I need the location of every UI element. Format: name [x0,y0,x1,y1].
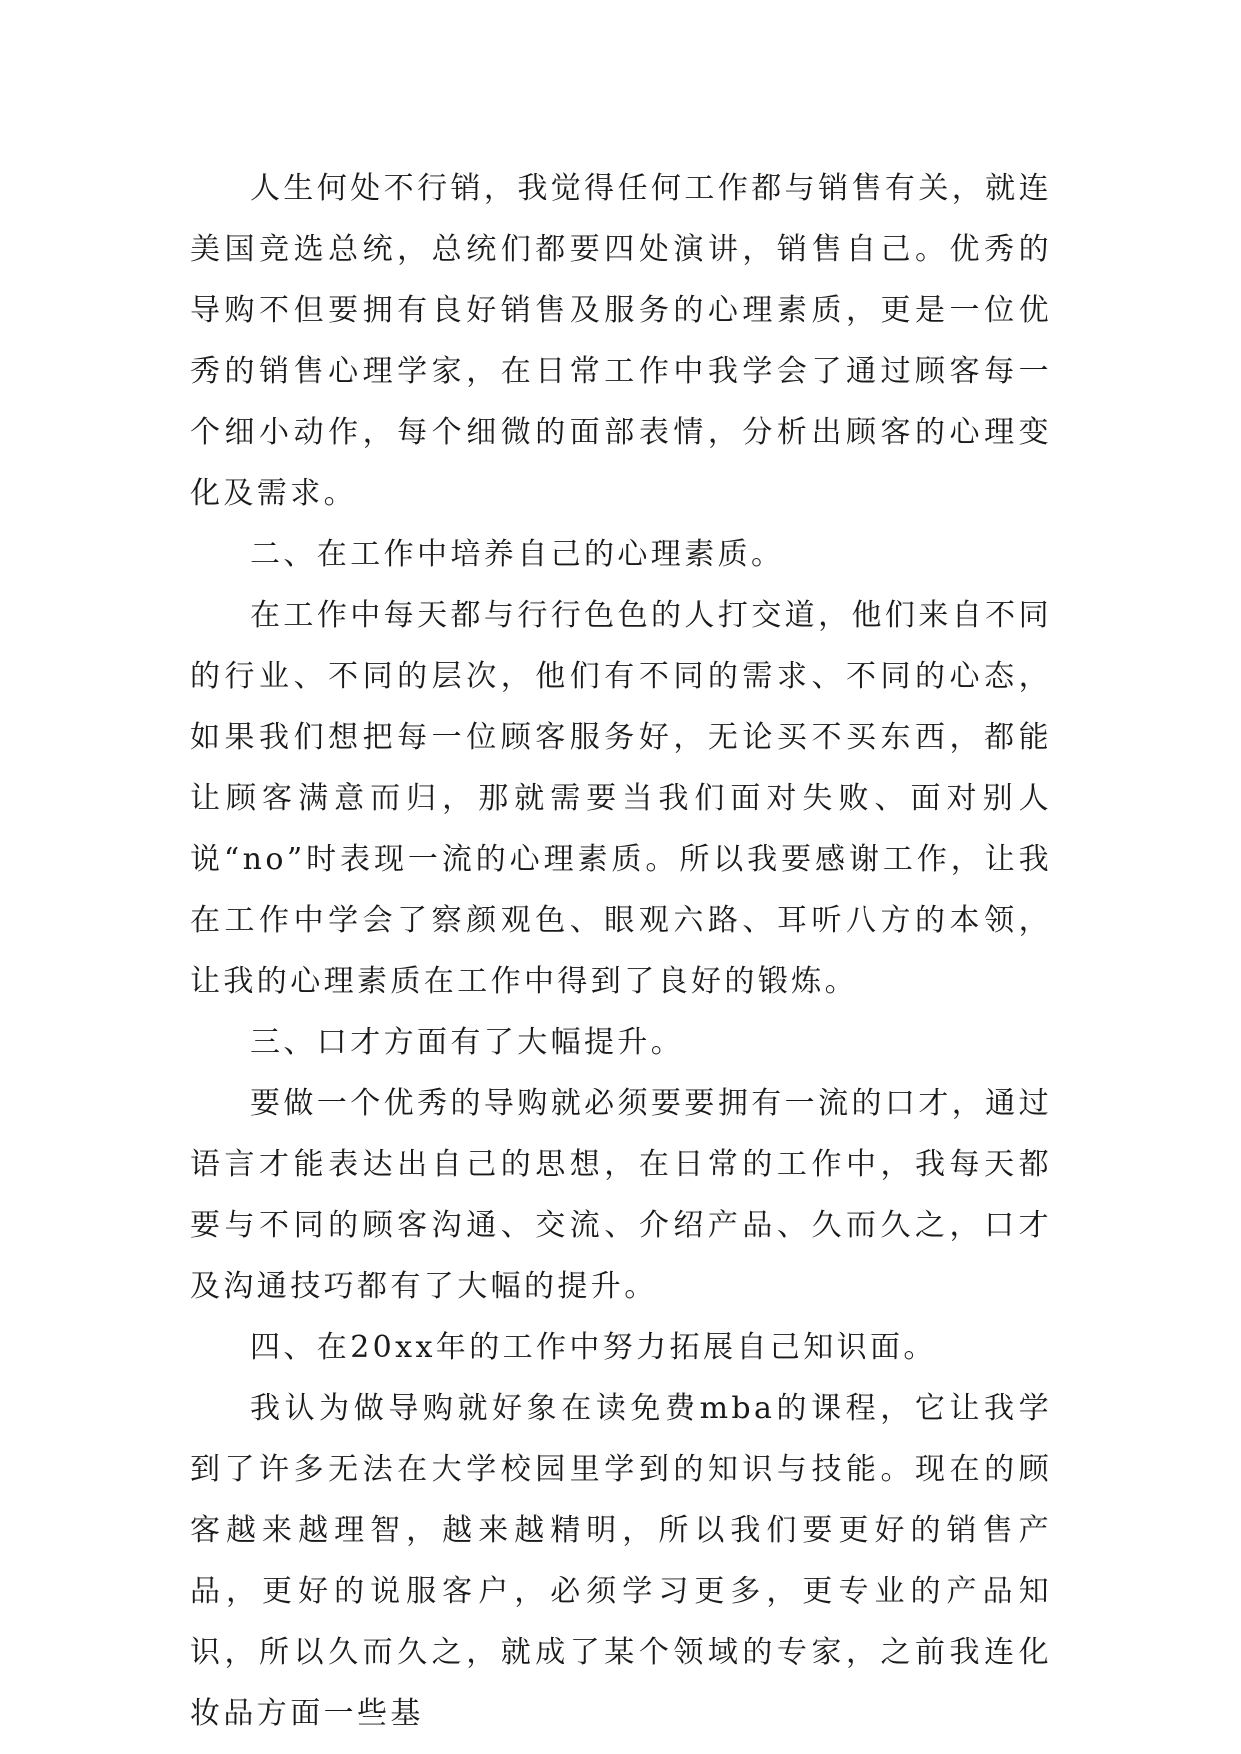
section-heading-2: 二、在工作中培养自己的心理素质。 [250,537,785,572]
document-body [190,158,1052,1744]
paragraph-psychological-quality: 在工作中每天都与行行色色的人打交道，他们来自不同的行业、不同的层次，他们有不同的需求、不同的心态，如果我们想把每一位顾客服务好，无论买不买东西，都能让顾客满意而归，那就需要当我们面对失败、面对别人说“no”时表现一流的心理素质。所以我要感谢工作，让我在工作中学会了察颜观色、眼观六路、耳听八方的本领，让我的心理素质在工作中得到了良好的锻炼。 [190,598,1052,999]
paragraph-eloquence: 要做一个优秀的导购就必须要要拥有一流的口才，通过语言才能表达出自己的思想，在日常的工作中，我每天都要与不同的顾客沟通、交流、介绍产品、久而久之，口才及沟通技巧都有了大幅的提升。 [190,1086,1052,1304]
paragraph-knowledge: 我认为做导购就好象在读免费mba的课程，它让我学到了许多无法在大学校园里学到的知识与技能。现在的顾客越来越理智，越来越精明，所以我们要更好的销售产品，更好的说服客户，必须学习更多，更专业的产品知识，所以久而久之，就成了某个领域的专家，之前我连化妆品方面一些基 [190,1391,1052,1731]
section-heading-4: 四、在20xx年的工作中努力拓展自己知识面。 [250,1330,937,1365]
section-heading-3: 三、口才方面有了大幅提升。 [250,1025,685,1060]
paragraph-sales-psychology: 人生何处不行销，我觉得任何工作都与销售有关，就连美国竞选总统，总统们都要四处演讲，销售自己。优秀的导购不但要拥有良好销售及服务的心理素质，更是一位优秀的销售心理学家，在日常工作中我学会了通过顾客每一个细小动作，每个细微的面部表情，分析出顾客的心理变化及需求。 [190,171,1052,511]
